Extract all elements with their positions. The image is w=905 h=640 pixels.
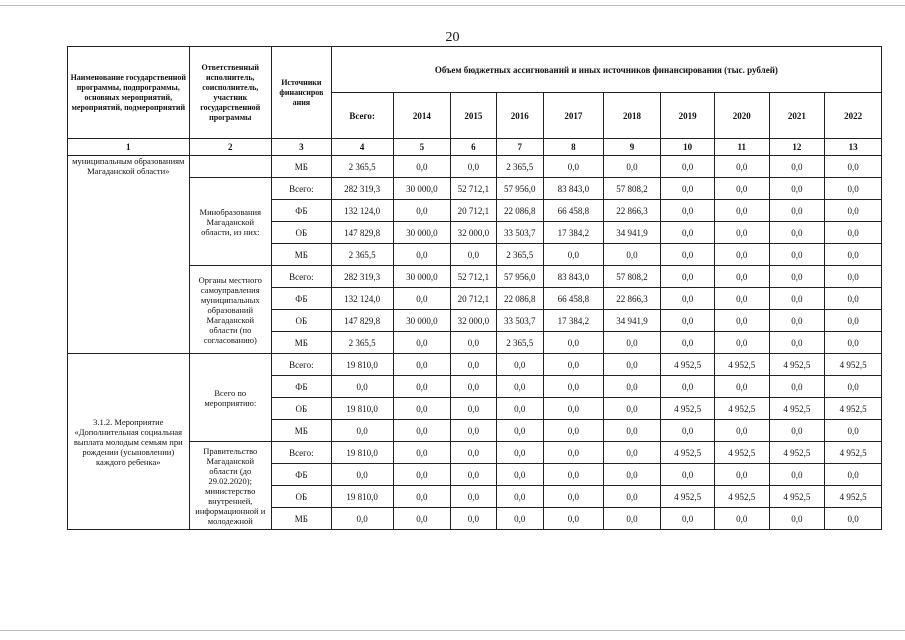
total-value-cell: 282 319,3 — [331, 266, 393, 288]
year-value-cell: 0,0 — [714, 244, 769, 266]
year-value-cell: 66 458,8 — [543, 200, 603, 222]
year-value-cell: 0,0 — [603, 508, 661, 530]
year-value-cell: 57 956,0 — [496, 266, 543, 288]
program-name-cell: 3.1.2. Мероприятие «Дополнительная социальная выплата молодым семьям при рождении (усыновлении) каждого ребенка» — [68, 354, 190, 530]
source-cell: МБ — [271, 156, 331, 178]
year-value-cell: 32 000,0 — [451, 310, 496, 332]
year-value-cell: 0,0 — [661, 376, 715, 398]
year-value-cell: 0,0 — [543, 442, 603, 464]
year-value-cell: 0,0 — [825, 178, 882, 200]
year-value-cell: 0,0 — [661, 222, 715, 244]
table-row — [68, 266, 882, 288]
year-value-cell: 66 458,8 — [543, 288, 603, 310]
year-value-cell: 0,0 — [769, 222, 825, 244]
source-cell: Всего: — [271, 442, 331, 464]
year-value-cell: 20 712,1 — [451, 200, 496, 222]
source-cell: ОБ — [271, 398, 331, 420]
year-value-cell: 0,0 — [603, 464, 661, 486]
total-value-cell: 0,0 — [331, 508, 393, 530]
year-value-cell: 30 000,0 — [393, 266, 451, 288]
header-year: 2018 — [603, 93, 661, 139]
source-cell: ОБ — [271, 222, 331, 244]
year-value-cell: 52 712,1 — [451, 178, 496, 200]
total-value-cell: 132 124,0 — [331, 200, 393, 222]
year-value-cell: 57 808,2 — [603, 178, 661, 200]
year-value-cell: 0,0 — [451, 376, 496, 398]
year-value-cell: 34 941,9 — [603, 222, 661, 244]
responsible-cell: Правительство Магаданской области (до 29.02.2020); министерство внутренней, информационной и молодежной — [189, 442, 271, 530]
year-value-cell: 0,0 — [543, 398, 603, 420]
year-value-cell: 0,0 — [661, 464, 715, 486]
year-value-cell: 0,0 — [825, 244, 882, 266]
year-value-cell: 0,0 — [769, 156, 825, 178]
total-value-cell: 2 365,5 — [331, 244, 393, 266]
year-value-cell: 0,0 — [769, 310, 825, 332]
header-year: 2019 — [661, 93, 715, 139]
source-cell: ФБ — [271, 200, 331, 222]
year-value-cell: 0,0 — [451, 244, 496, 266]
year-value-cell: 4 952,5 — [769, 486, 825, 508]
table-row — [68, 178, 882, 200]
column-index-cell: 11 — [714, 139, 769, 156]
year-value-cell: 0,0 — [714, 508, 769, 530]
total-value-cell: 132 124,0 — [331, 288, 393, 310]
year-value-cell: 0,0 — [825, 508, 882, 530]
year-value-cell: 34 941,9 — [603, 310, 661, 332]
header-year: 2017 — [543, 93, 603, 139]
year-value-cell: 0,0 — [603, 244, 661, 266]
column-index-cell: 13 — [825, 139, 882, 156]
total-value-cell: 19 810,0 — [331, 442, 393, 464]
year-value-cell: 0,0 — [496, 420, 543, 442]
year-value-cell: 0,0 — [393, 464, 451, 486]
year-value-cell: 0,0 — [496, 354, 543, 376]
year-value-cell: 0,0 — [543, 332, 603, 354]
year-value-cell: 52 712,1 — [451, 266, 496, 288]
year-value-cell: 4 952,5 — [714, 486, 769, 508]
column-index-cell: 12 — [769, 139, 825, 156]
year-value-cell: 0,0 — [825, 156, 882, 178]
column-index-cell: 6 — [451, 139, 496, 156]
year-value-cell: 0,0 — [661, 244, 715, 266]
year-value-cell: 0,0 — [603, 486, 661, 508]
header-sources: Источники финансиров ания — [271, 47, 331, 139]
column-index-cell: 2 — [189, 139, 271, 156]
year-value-cell: 0,0 — [661, 266, 715, 288]
column-index-cell: 8 — [543, 139, 603, 156]
year-value-cell: 0,0 — [496, 486, 543, 508]
program-name-cell: муниципальным образованиям Магаданской области» — [68, 156, 190, 354]
source-cell: МБ — [271, 420, 331, 442]
total-value-cell: 2 365,5 — [331, 332, 393, 354]
source-cell: ОБ — [271, 486, 331, 508]
year-value-cell: 0,0 — [451, 398, 496, 420]
year-value-cell: 0,0 — [825, 266, 882, 288]
year-value-cell: 32 000,0 — [451, 222, 496, 244]
year-value-cell: 4 952,5 — [714, 354, 769, 376]
responsible-cell: Минобразования Магаданской области, из них: — [189, 178, 271, 266]
year-value-cell: 0,0 — [603, 398, 661, 420]
year-value-cell: 4 952,5 — [769, 442, 825, 464]
responsible-cell: Органы местного самоуправления муниципальных образований Магаданской области (по согласованию) — [189, 266, 271, 354]
year-value-cell: 0,0 — [393, 486, 451, 508]
year-value-cell: 0,0 — [769, 420, 825, 442]
header-year: 2015 — [451, 93, 496, 139]
year-value-cell: 0,0 — [825, 222, 882, 244]
year-value-cell: 0,0 — [769, 244, 825, 266]
year-value-cell: 20 712,1 — [451, 288, 496, 310]
year-value-cell: 0,0 — [714, 332, 769, 354]
column-index-cell: 3 — [271, 139, 331, 156]
year-value-cell: 0,0 — [496, 376, 543, 398]
year-value-cell: 57 956,0 — [496, 178, 543, 200]
source-cell: Всего: — [271, 354, 331, 376]
year-value-cell: 0,0 — [393, 200, 451, 222]
year-value-cell: 0,0 — [714, 376, 769, 398]
year-value-cell: 4 952,5 — [825, 486, 882, 508]
year-value-cell: 0,0 — [543, 464, 603, 486]
year-value-cell: 0,0 — [543, 420, 603, 442]
year-value-cell: 4 952,5 — [661, 398, 715, 420]
year-value-cell: 0,0 — [603, 332, 661, 354]
year-value-cell: 83 843,0 — [543, 266, 603, 288]
year-value-cell: 17 384,2 — [543, 222, 603, 244]
year-value-cell: 0,0 — [496, 464, 543, 486]
year-value-cell: 0,0 — [543, 508, 603, 530]
year-value-cell: 0,0 — [393, 442, 451, 464]
year-value-cell: 33 503,7 — [496, 310, 543, 332]
year-value-cell: 0,0 — [543, 244, 603, 266]
year-value-cell: 0,0 — [825, 332, 882, 354]
page-number: 20 — [445, 30, 460, 45]
responsible-cell — [189, 156, 271, 178]
year-value-cell: 4 952,5 — [825, 398, 882, 420]
column-index-row — [68, 139, 882, 156]
year-value-cell: 0,0 — [451, 464, 496, 486]
year-value-cell: 0,0 — [714, 464, 769, 486]
year-value-cell: 0,0 — [825, 420, 882, 442]
year-value-cell: 0,0 — [661, 288, 715, 310]
year-value-cell: 0,0 — [769, 178, 825, 200]
year-value-cell: 0,0 — [825, 200, 882, 222]
year-value-cell: 0,0 — [825, 288, 882, 310]
year-value-cell: 30 000,0 — [393, 310, 451, 332]
year-value-cell: 22 086,8 — [496, 288, 543, 310]
year-value-cell: 0,0 — [825, 376, 882, 398]
year-value-cell: 0,0 — [714, 266, 769, 288]
source-cell: ФБ — [271, 464, 331, 486]
year-value-cell: 0,0 — [451, 156, 496, 178]
total-value-cell: 147 829,8 — [331, 310, 393, 332]
year-value-cell: 0,0 — [496, 398, 543, 420]
year-value-cell: 2 365,5 — [496, 244, 543, 266]
year-value-cell: 0,0 — [393, 244, 451, 266]
year-value-cell: 30 000,0 — [393, 178, 451, 200]
source-cell: ОБ — [271, 310, 331, 332]
year-value-cell: 4 952,5 — [661, 486, 715, 508]
year-value-cell: 4 952,5 — [661, 354, 715, 376]
source-cell: ФБ — [271, 376, 331, 398]
year-value-cell: 0,0 — [451, 486, 496, 508]
year-value-cell: 0,0 — [769, 376, 825, 398]
year-value-cell: 4 952,5 — [661, 442, 715, 464]
year-value-cell: 2 365,5 — [496, 156, 543, 178]
header-total: Всего: — [331, 93, 393, 139]
year-value-cell: 4 952,5 — [769, 354, 825, 376]
year-value-cell: 0,0 — [769, 200, 825, 222]
year-value-cell: 0,0 — [543, 156, 603, 178]
column-index-cell: 7 — [496, 139, 543, 156]
year-value-cell: 0,0 — [661, 178, 715, 200]
year-value-cell: 30 000,0 — [393, 222, 451, 244]
year-value-cell: 22 086,8 — [496, 200, 543, 222]
source-cell: МБ — [271, 244, 331, 266]
year-value-cell: 0,0 — [825, 464, 882, 486]
year-value-cell: 0,0 — [451, 354, 496, 376]
year-value-cell: 0,0 — [496, 442, 543, 464]
year-value-cell: 0,0 — [714, 420, 769, 442]
year-value-cell: 0,0 — [769, 332, 825, 354]
year-value-cell: 0,0 — [714, 310, 769, 332]
year-value-cell: 0,0 — [661, 508, 715, 530]
budget-table — [67, 46, 882, 530]
year-value-cell: 22 866,3 — [603, 200, 661, 222]
year-value-cell: 0,0 — [714, 156, 769, 178]
year-value-cell: 0,0 — [393, 156, 451, 178]
year-value-cell: 0,0 — [603, 420, 661, 442]
year-value-cell: 33 503,7 — [496, 222, 543, 244]
source-cell: МБ — [271, 508, 331, 530]
year-value-cell: 0,0 — [451, 332, 496, 354]
header-year: 2016 — [496, 93, 543, 139]
header-year: 2020 — [714, 93, 769, 139]
header-year: 2014 — [393, 93, 451, 139]
table-row — [68, 442, 882, 464]
responsible-cell: Всего по мероприятию: — [189, 354, 271, 442]
year-value-cell: 0,0 — [543, 486, 603, 508]
year-value-cell: 0,0 — [603, 376, 661, 398]
column-index-cell: 5 — [393, 139, 451, 156]
year-value-cell: 0,0 — [661, 332, 715, 354]
year-value-cell: 4 952,5 — [769, 398, 825, 420]
header-responsible: Ответственный исполнитель, соисполнитель, участник государственной программы — [189, 47, 271, 139]
header-volume: Объем бюджетных ассигнований и иных источников финансирования (тыс. рублей) — [331, 47, 881, 93]
year-value-cell: 0,0 — [393, 376, 451, 398]
year-value-cell: 0,0 — [661, 200, 715, 222]
year-value-cell: 0,0 — [543, 376, 603, 398]
year-value-cell: 0,0 — [769, 266, 825, 288]
total-value-cell: 19 810,0 — [331, 486, 393, 508]
total-value-cell: 19 810,0 — [331, 354, 393, 376]
column-index-cell: 1 — [68, 139, 190, 156]
year-value-cell: 2 365,5 — [496, 332, 543, 354]
year-value-cell: 0,0 — [714, 200, 769, 222]
year-value-cell: 4 952,5 — [714, 398, 769, 420]
year-value-cell: 0,0 — [451, 420, 496, 442]
year-value-cell: 0,0 — [393, 398, 451, 420]
year-value-cell: 0,0 — [393, 354, 451, 376]
column-index-cell: 4 — [331, 139, 393, 156]
source-cell: Всего: — [271, 178, 331, 200]
column-index-cell: 10 — [661, 139, 715, 156]
year-value-cell: 4 952,5 — [825, 442, 882, 464]
source-cell: Всего: — [271, 266, 331, 288]
year-value-cell: 0,0 — [769, 508, 825, 530]
year-value-cell: 0,0 — [451, 442, 496, 464]
year-value-cell: 0,0 — [451, 508, 496, 530]
header-year: 2021 — [769, 93, 825, 139]
year-value-cell: 4 952,5 — [714, 442, 769, 464]
year-value-cell: 83 843,0 — [543, 178, 603, 200]
year-value-cell: 4 952,5 — [825, 354, 882, 376]
year-value-cell: 0,0 — [661, 310, 715, 332]
year-value-cell: 0,0 — [714, 222, 769, 244]
year-value-cell: 0,0 — [661, 420, 715, 442]
year-value-cell: 0,0 — [543, 354, 603, 376]
year-value-cell: 0,0 — [661, 156, 715, 178]
year-value-cell: 0,0 — [393, 288, 451, 310]
total-value-cell: 0,0 — [331, 420, 393, 442]
year-value-cell: 0,0 — [603, 354, 661, 376]
header-year: 2022 — [825, 93, 882, 139]
year-value-cell: 0,0 — [393, 332, 451, 354]
year-value-cell: 57 808,2 — [603, 266, 661, 288]
source-cell: МБ — [271, 332, 331, 354]
year-value-cell: 0,0 — [769, 288, 825, 310]
header-name: Наименование государственной программы, подпрограммы, основных мероприятий, мероприятий, подмероприятий — [68, 47, 190, 139]
year-value-cell: 0,0 — [393, 508, 451, 530]
total-value-cell: 0,0 — [331, 464, 393, 486]
source-cell: ФБ — [271, 288, 331, 310]
year-value-cell: 0,0 — [714, 288, 769, 310]
total-value-cell: 0,0 — [331, 376, 393, 398]
year-value-cell: 0,0 — [496, 508, 543, 530]
table-body — [68, 156, 882, 530]
year-value-cell: 0,0 — [393, 420, 451, 442]
scan-edge-bottom — [0, 630, 905, 631]
year-value-cell: 0,0 — [769, 464, 825, 486]
year-value-cell: 22 866,3 — [603, 288, 661, 310]
year-value-cell: 0,0 — [825, 310, 882, 332]
year-value-cell: 0,0 — [603, 442, 661, 464]
total-value-cell: 282 319,3 — [331, 178, 393, 200]
total-value-cell: 19 810,0 — [331, 398, 393, 420]
table-row — [68, 354, 882, 376]
year-value-cell: 0,0 — [714, 178, 769, 200]
year-value-cell: 17 384,2 — [543, 310, 603, 332]
table-row — [68, 156, 882, 178]
column-index-cell: 9 — [603, 139, 661, 156]
scan-edge-top — [0, 5, 905, 6]
total-value-cell: 2 365,5 — [331, 156, 393, 178]
total-value-cell: 147 829,8 — [331, 222, 393, 244]
year-value-cell: 0,0 — [603, 156, 661, 178]
